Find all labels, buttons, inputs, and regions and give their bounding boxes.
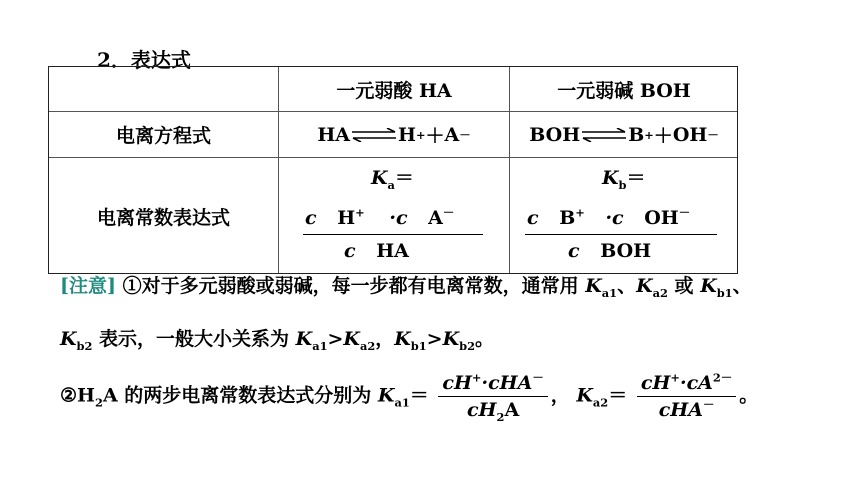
note-line-3-text: A 的两步电离常数表达式分别为	[102, 384, 372, 407]
note-line-1: [注意] ①对于多元弱酸或弱碱，每一步都有电离常数，通常用 $K_{a1}$、$K_{a2}$ 或 $K_{b1}$、	[60, 275, 752, 300]
base-eq-plus: ＋	[653, 125, 673, 147]
row-label-ionization-equation: 电离方程式	[115, 125, 211, 147]
base-eq-oh: OH	[672, 123, 708, 146]
acid-ionization-equation: HA H + ＋ A －	[279, 112, 509, 157]
note-label: [注意]	[60, 275, 116, 297]
acid-eq-plus: ＋	[425, 125, 445, 147]
base-constant-denominator: c BOH	[568, 240, 652, 262]
equilibrium-arrow-icon	[581, 128, 627, 142]
section-title: 2．表达式	[97, 48, 191, 72]
base-eq-left: BOH	[529, 123, 581, 146]
note-line-2: $K_{b2}$ 表示，一般大小关系为 $K_{a1}>K_{a2}$，$K_{b1}>K_{b2}$。	[60, 328, 495, 353]
base-constant-fraction-bar	[525, 234, 717, 235]
acid-constant-head: $K_a=$	[371, 167, 414, 192]
acid-eq-h: H	[398, 123, 416, 146]
note-line-3: $②H_2A$ 的两步电离常数表达式分别为 $K_{a1}=$ $\frac{cH^+\cdot cHA^-}{cH_2A}$ ， $K_{a2}=$ $\frac{cH^+\cdot cA^{2-}}{cHA^-}$ 。	[60, 370, 759, 424]
base-constant-head: $K_b=$	[602, 167, 646, 192]
note-line-1-text: ①对于多元弱酸或弱碱，每一步都有电离常数，通常用	[122, 275, 579, 297]
acid-eq-left: HA	[317, 123, 351, 146]
header-weak-base: 一元弱碱 BOH	[557, 79, 691, 102]
header-weak-acid: 一元弱酸 HA	[336, 79, 452, 102]
acid-constant-numerator: c H+ ·c A－	[305, 205, 455, 229]
ka2-fraction: $\frac{cH^+\cdot cA^{2-}}{cHA^-}$	[637, 372, 736, 421]
base-constant-numerator: c B+ ·c OH－	[527, 205, 691, 229]
base-eq-b: B	[628, 123, 645, 146]
note-line-2-text: 表示，一般大小关系为	[99, 328, 290, 350]
equilibrium-arrow-icon	[351, 128, 397, 142]
row-label-ionization-constant: 电离常数表达式	[96, 206, 230, 229]
acid-constant-fraction-bar	[303, 234, 483, 235]
ionization-table	[48, 66, 738, 274]
base-ionization-equation: BOH B + ＋ OH －	[510, 112, 738, 157]
ka1-fraction: $\frac{cH^+\cdot cHA^-}{cH_2A}$	[438, 372, 547, 421]
acid-constant-denominator: c HA	[344, 240, 409, 262]
acid-eq-a: A	[444, 123, 460, 146]
